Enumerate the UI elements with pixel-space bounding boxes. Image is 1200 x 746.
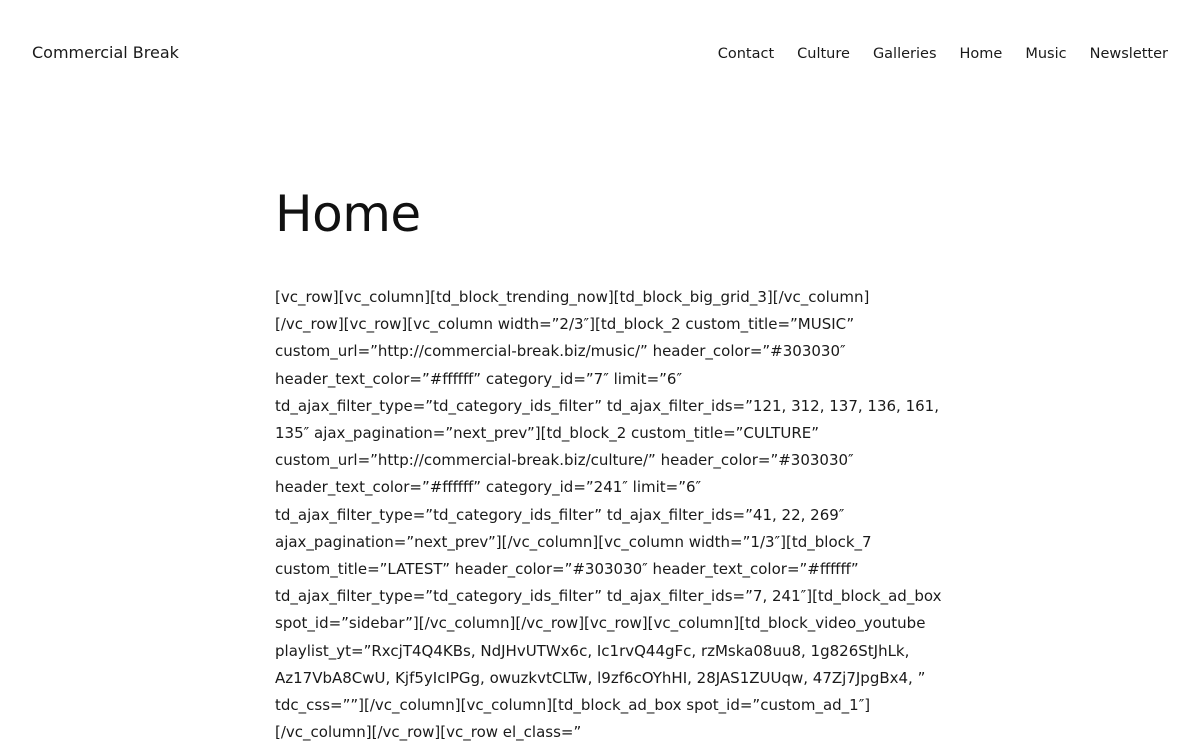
page-title: Home bbox=[275, 185, 421, 243]
entry-line: [vc_row][vc_column][td_block_trending_now][td_block_big_grid_3][/vc_column] bbox=[275, 288, 870, 306]
entry-line: header_text_color=”#ffffff” category_id=”7″ limit=”6″ bbox=[275, 369, 683, 388]
site-title-link[interactable]: Commercial Break bbox=[32, 43, 179, 62]
entry-line: [/vc_row][vc_row][vc_column width=”2/3″][td_block_2 custom_title=”MUSIC” bbox=[275, 315, 855, 334]
entry-line: playlist_yt=”RxcjT4Q4KBs, NdJHvUTWx6c, Ic1rvQ44gFc, rzMska08uu8, 1g826StJhLk, bbox=[275, 641, 910, 660]
entry-line: td_ajax_filter_type=”td_category_ids_filter” td_ajax_filter_ids=”41, 22, 269″ bbox=[275, 505, 845, 524]
primary-nav bbox=[718, 43, 1168, 65]
entry-line: custom_url=”http://commercial-break.biz/culture/” header_color=”#303030″ bbox=[275, 451, 854, 470]
entry-line: ajax_pagination=”next_prev”][/vc_column][vc_column width=”1/3″][td_block_7 bbox=[275, 532, 872, 551]
nav-link-contact[interactable]: Contact bbox=[717, 46, 775, 62]
entry-line: spot_id=”sidebar”][/vc_column][/vc_row][vc_row][vc_column][td_block_video_youtube bbox=[275, 614, 926, 633]
entry-line: custom_url=”http://commercial-break.biz/music/” header_color=”#303030″ bbox=[275, 342, 846, 361]
nav-link-culture[interactable]: Culture bbox=[797, 46, 850, 62]
main-content bbox=[275, 178, 942, 746]
site-header bbox=[0, 0, 1200, 110]
entry-line: custom_title=”LATEST” header_color=”#303030″ header_text_color=”#ffffff” bbox=[275, 560, 859, 579]
entry-line: 135″ ajax_pagination=”next_prev”][td_block_2 custom_title=”CULTURE” bbox=[275, 424, 819, 443]
nav-link-galleries[interactable]: Galleries bbox=[872, 46, 937, 62]
entry-line: Az17VbA8CwU, Kjf5yIcIPGg, owuzkvtCLTw, l9zf6cOYhHI, 28JAS1ZUUqw, 47Zj7JpgBx4, ” bbox=[275, 668, 926, 687]
entry-line: [/vc_column][/vc_row][vc_row el_class=” bbox=[275, 723, 582, 742]
entry-line: td_ajax_filter_type=”td_category_ids_filter” td_ajax_filter_ids=”121, 312, 137, 136, 161, bbox=[275, 396, 939, 415]
nav-link-home[interactable]: Home bbox=[959, 46, 1003, 62]
entry-content bbox=[275, 284, 942, 746]
nav-link-music[interactable]: Music bbox=[1025, 46, 1067, 62]
nav-link-newsletter[interactable]: Newsletter bbox=[1089, 46, 1168, 62]
entry-line: td_ajax_filter_type=”td_category_ids_filter” td_ajax_filter_ids=”7, 241″][td_block_ad_box bbox=[275, 587, 942, 606]
entry-line: tdc_css=””][/vc_column][vc_column][td_block_ad_box spot_id=”custom_ad_1″] bbox=[275, 696, 871, 715]
entry-line: header_text_color=”#ffffff” category_id=”241″ limit=”6″ bbox=[275, 478, 702, 497]
